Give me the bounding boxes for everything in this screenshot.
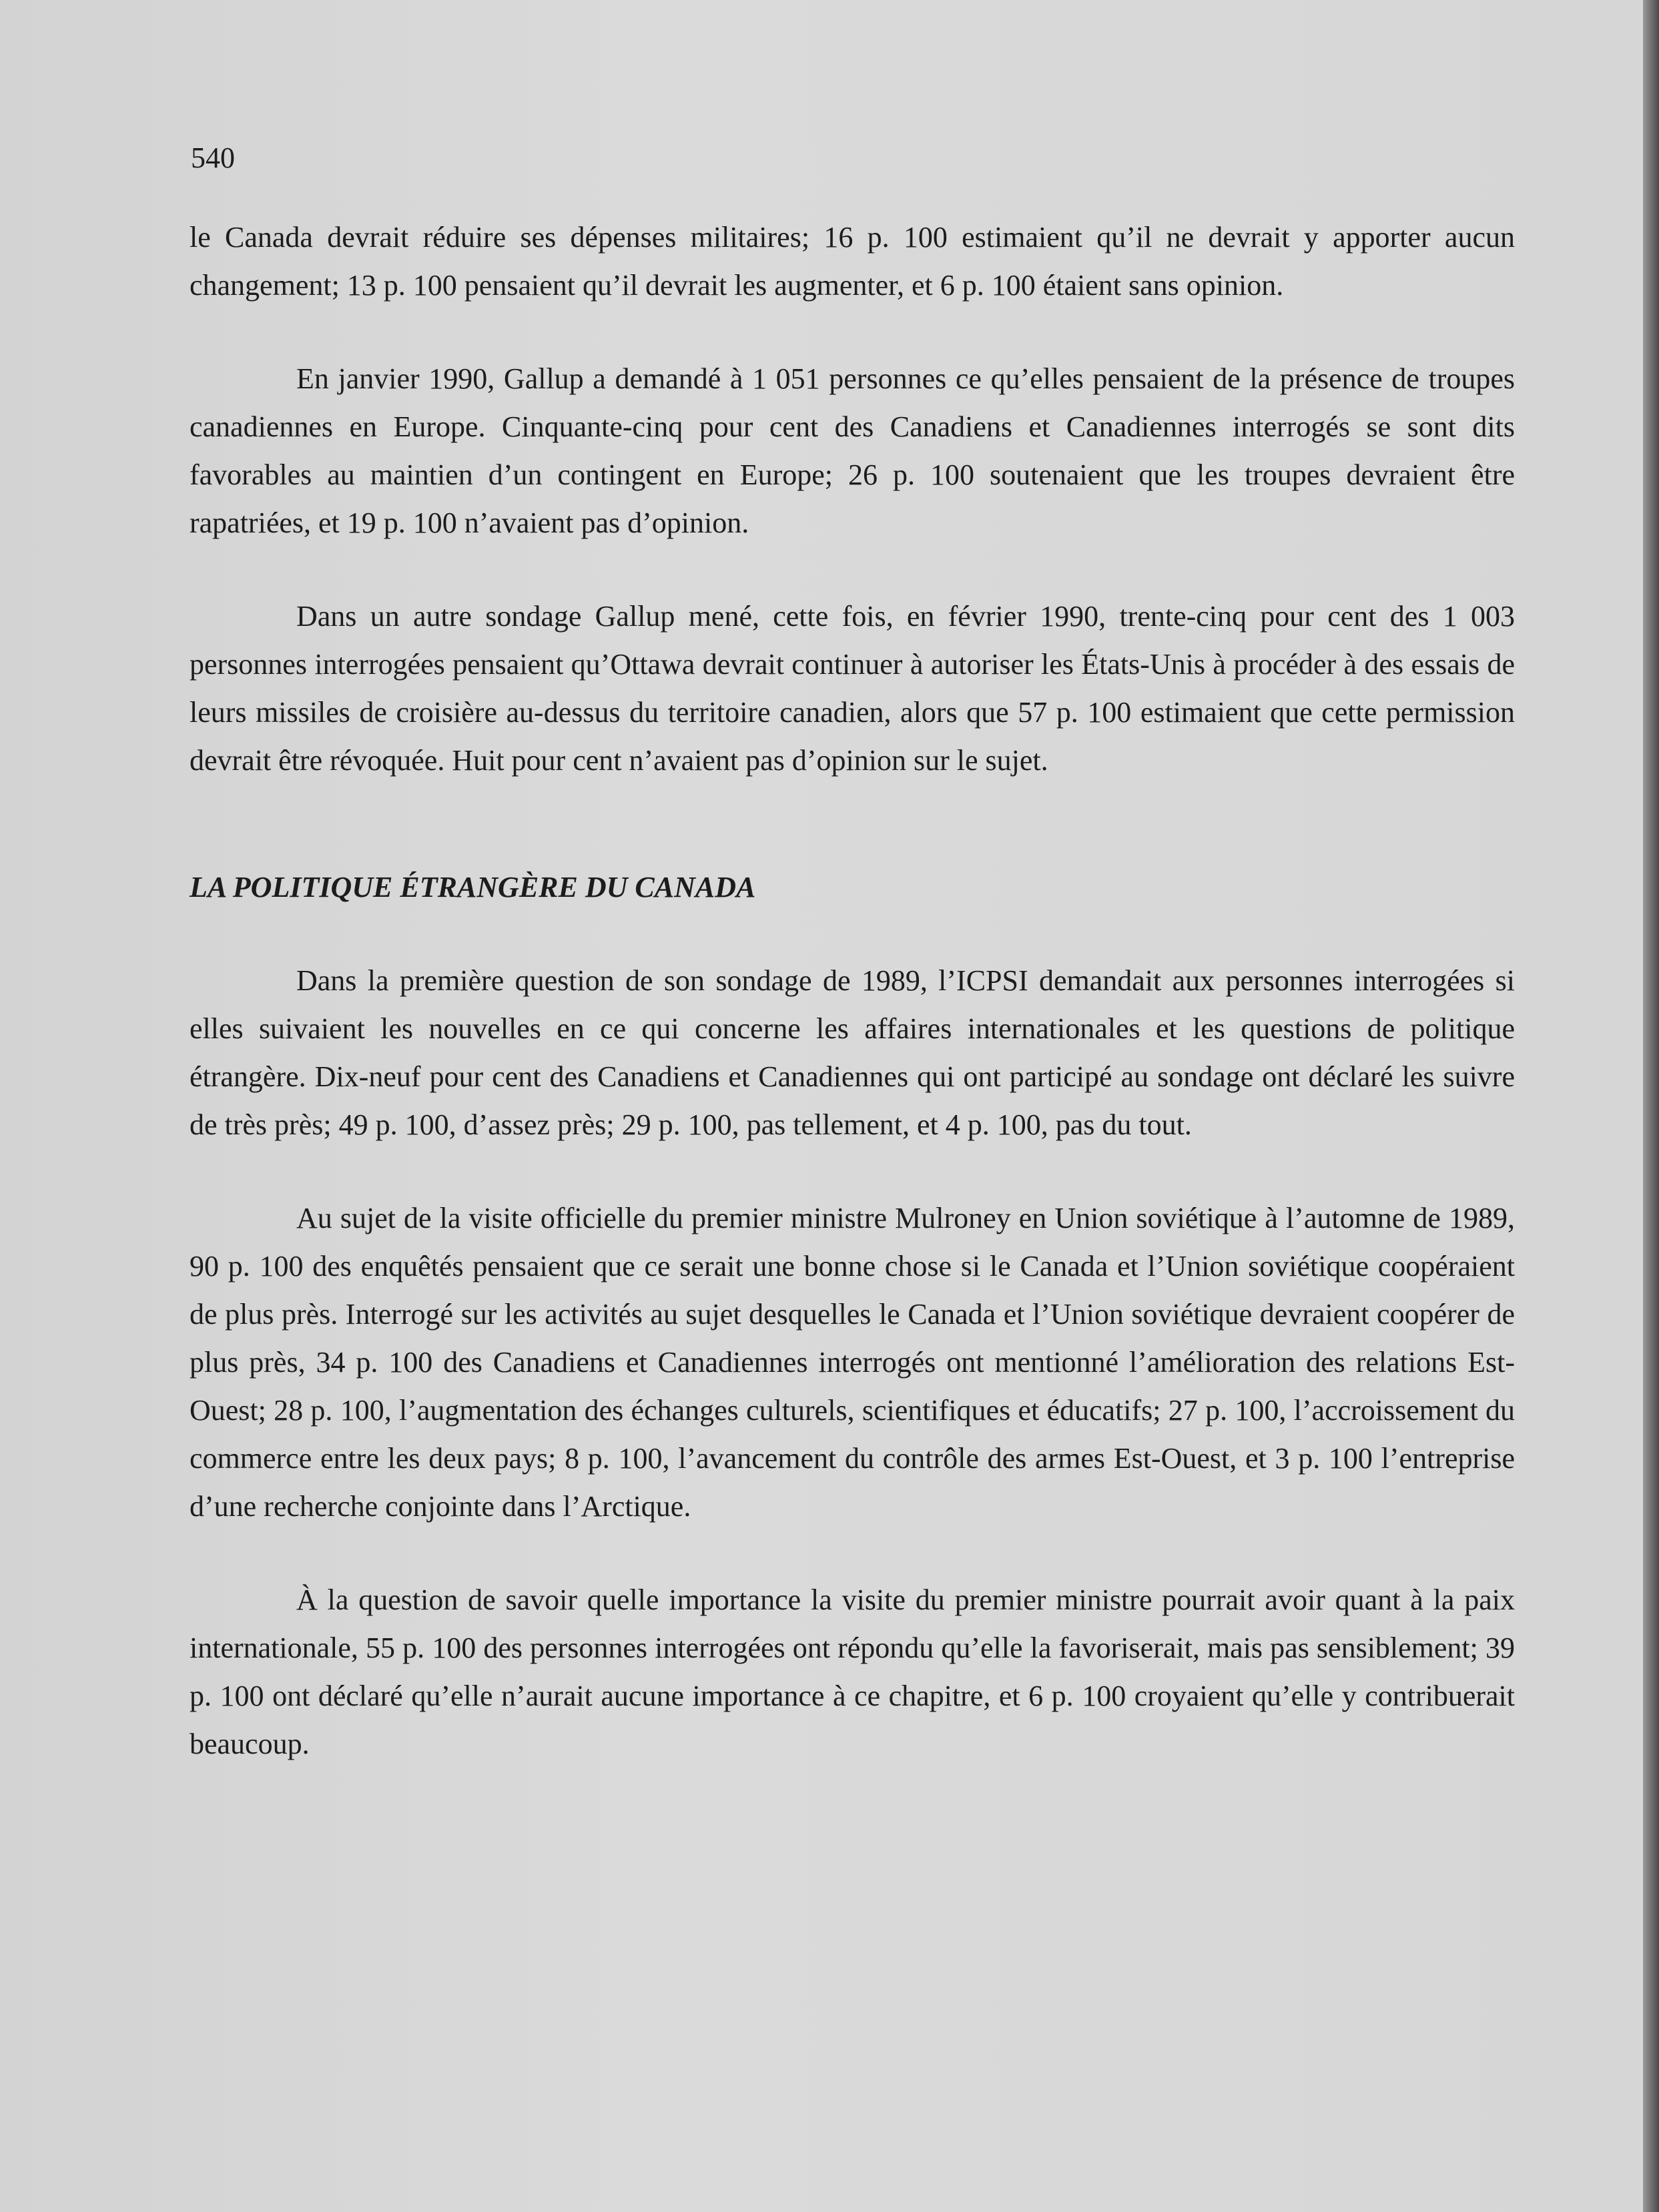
page-number: 540 [191, 141, 235, 174]
paragraph-troops-europe: En janvier 1990, Gallup a demandé à 1 051 personnes ce qu’elles pensaient de la présence de troupes canadiennes en Europe. Cinquante-cinq pour cent des Canadiens et Canadiennes interrogés se sont dits favorables au maintien d’un contingent en Europe; 26 p. 100 soutenaient que les troupes devraient être rapatriées, et 19 p. 100 n’avaient pas d’opinion. [190, 362, 1515, 539]
page-body [190, 214, 1515, 1768]
paragraph-foreign-news: Dans la première question de son sondage de 1989, l’ICPSI demandait aux personnes interrogées si elles suivaient les nouvelles en ce qui concerne les affaires internationales et les questions de politique étrangère. Dix-neuf pour cent des Canadiens et Canadiennes qui ont participé au sondage ont déclaré les suivre de très près; 49 p. 100, d’assez près; 29 p. 100, pas tellement, et 4 p. 100, pas du tout. [190, 964, 1515, 1141]
paragraph-military-spending: le Canada devrait réduire ses dépenses militaires; 16 p. 100 estimaient qu’il ne devrait y apporter aucun changement; 13 p. 100 pensaient qu’il devrait les augmenter, et 6 p. 100 étaient sans opinion. [190, 221, 1515, 302]
paragraph-cruise-missiles: Dans un autre sondage Gallup mené, cette fois, en février 1990, trente-cinq pour cent des 1 003 personnes interrogées pensaient qu’Ottawa devrait continuer à autoriser les États-Unis à procéder à des essais de leurs missiles de croisière au-dessus du territoire canadien, alors que 57 p. 100 estimaient que cette permission devrait être révoquée. Huit pour cent n’avaient pas d’opinion sur le sujet. [190, 600, 1515, 777]
section-heading: LA POLITIQUE ÉTRANGÈRE DU CANADA [190, 871, 756, 903]
paragraph-international-peace: À la question de savoir quelle importance la visite du premier ministre pourrait avoir quant à la paix internationale, 55 p. 100 des personnes interrogées ont répondu qu’elle la favoriserait, mais pas sensiblement; 39 p. 100 ont déclaré qu’elle n’aurait aucune importance à ce chapitre, et 6 p. 100 croyaient qu’elle y contribuerait beaucoup. [190, 1583, 1515, 1760]
page-edge-shadow [1643, 0, 1659, 2212]
paragraph-soviet-visit: Au sujet de la visite officielle du premier ministre Mulroney en Union soviétique à l’automne de 1989, 90 p. 100 des enquêtés pensaient que ce serait une bonne chose si le Canada et l’Union soviétique coopéraient de plus près. Interrogé sur les activités au sujet desquelles le Canada et l’Union soviétique devraient coopérer de plus près, 34 p. 100 des Canadiens et Canadiennes interrogés ont mentionné l’amélioration des relations Est-Ouest; 28 p. 100, l’augmentation des échanges culturels, scientifiques et éducatifs; 27 p. 100, l’accroissement du commerce entre les deux pays; 8 p. 100, l’avancement du contrôle des armes Est-Ouest, et 3 p. 100 l’entreprise d’une recherche conjointe dans l’Arctique. [190, 1202, 1515, 1523]
